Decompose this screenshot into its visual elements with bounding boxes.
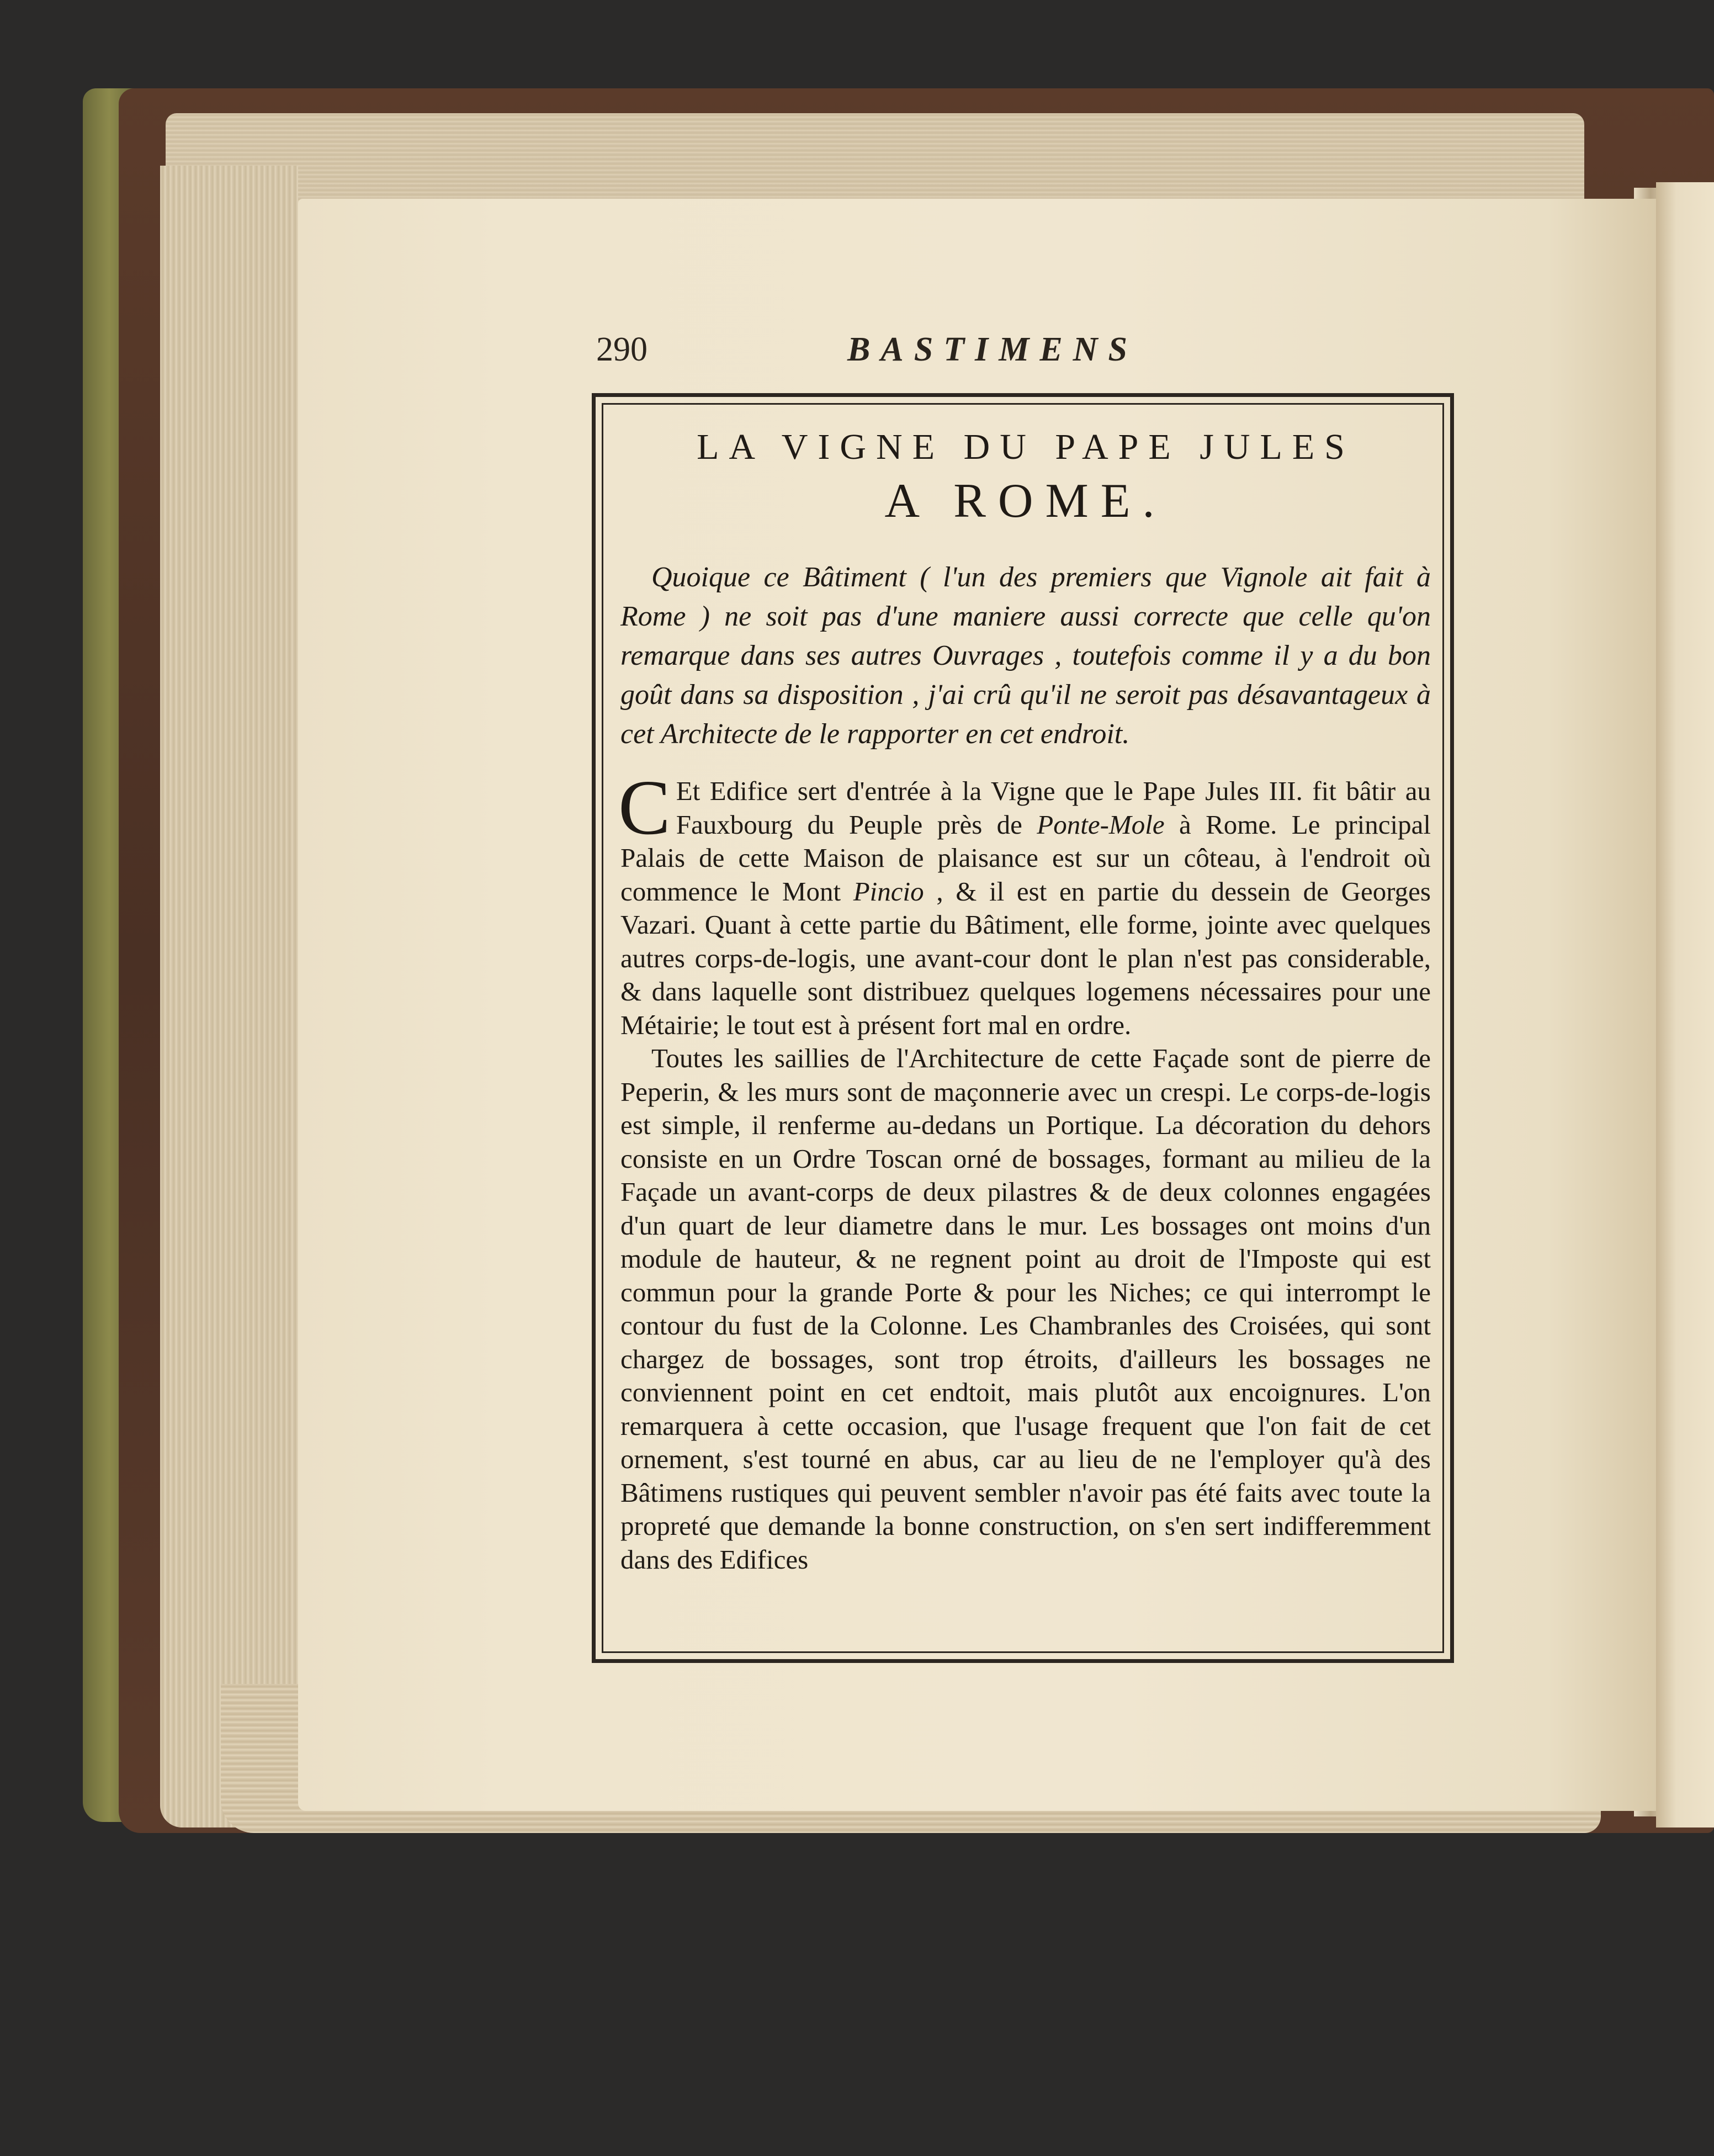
chapter-title-line1: LA VIGNE DU PAPE JULES	[697, 427, 1355, 467]
chapter-title-line2: A ROME.	[884, 474, 1167, 528]
paragraph-1-text-a: Et Edifice sert d'entrée à la Vigne que le Pape Jules III. fit bâtir au Fauxbourg du Peuple près de	[676, 776, 1431, 840]
page-stack-top	[166, 113, 1584, 213]
place-name-pincio: Pincio	[853, 876, 924, 907]
page-stack-left	[160, 166, 298, 1827]
paragraph-1-text-c: , & il est en partie du dessein de Georges Vazari. Quant à cette partie du Bâtiment, elle forme, jointe avec quelques autres corps-de-logis, une avant-cour dont le plan n'est pas considerable, & dans laquelle sont distribuez quelques logemens nécessaires pour une Métairie; le tout est à présent fort mal en ordre.	[620, 876, 1431, 1040]
place-name-ponte-mole: Ponte-Mole	[1037, 809, 1165, 840]
intro-paragraph: Quoique ce Bâtiment ( l'un des premiers que Vignole ait fait à Rome ) ne soit pas d'une maniere aussi correcte que celle qu'on remarque dans ses autres Ouvrages , toutefois comme il y a du bon goût dans sa disposition , j'ai crû qu'il ne seroit pas désavantageux à cet Architecte de le rapporter en cet endroit.	[620, 561, 1431, 750]
running-title: BASTIMENS	[847, 331, 1138, 368]
text-block	[617, 420, 1434, 1651]
body-text	[618, 764, 1431, 1576]
page-number: 290	[596, 331, 648, 368]
paragraph-1	[618, 764, 1431, 1042]
drop-cap: C	[618, 764, 671, 851]
facing-page	[1656, 182, 1714, 1827]
paragraph-2: Toutes les saillies de l'Architecture de cette Façade sont de pierre de Peperin, & les murs sont de maçonnerie avec un crespi. Le corps-de-logis est simple, il renferme au-dedans un Portique. La décoration du dehors consiste en un Ordre Toscan orné de bossages, formant au milieu de la Façade un avant-corps de deux pilastres & de deux colonnes engagées d'un quart de leur diametre dans le mur. Les bossages ont moins d'un module de hauteur, & ne regnent point au droit de l'Imposte qui est commun pour la grande Porte & pour les Niches; ce qui interrompt le contour du fust de la Colonne. Les Chambranles des Croisées, qui sont chargez de bossages, sont trop étroits, d'ailleurs les bossages ne conviennent point en cet endtoit, mais plutôt aux encoignures. L'on remarquera à cette occasion, que l'usage frequent que l'on fait de cet ornement, s'est tourné en abus, car au lieu de ne l'employer qu'à des Bâtimens rustiques qui peuvent sembler n'avoir pas été faits avec toute la propreté que demande la bonne construction, on s'en sert indifferemment dans des Edifices	[620, 1043, 1431, 1575]
running-head	[0, 330, 1714, 380]
paragraph-1-text-b: à Rome. Le principal Palais de cette Maison de plaisance est sur un côteau, à l'endroit où commence le Mont	[620, 809, 1431, 907]
